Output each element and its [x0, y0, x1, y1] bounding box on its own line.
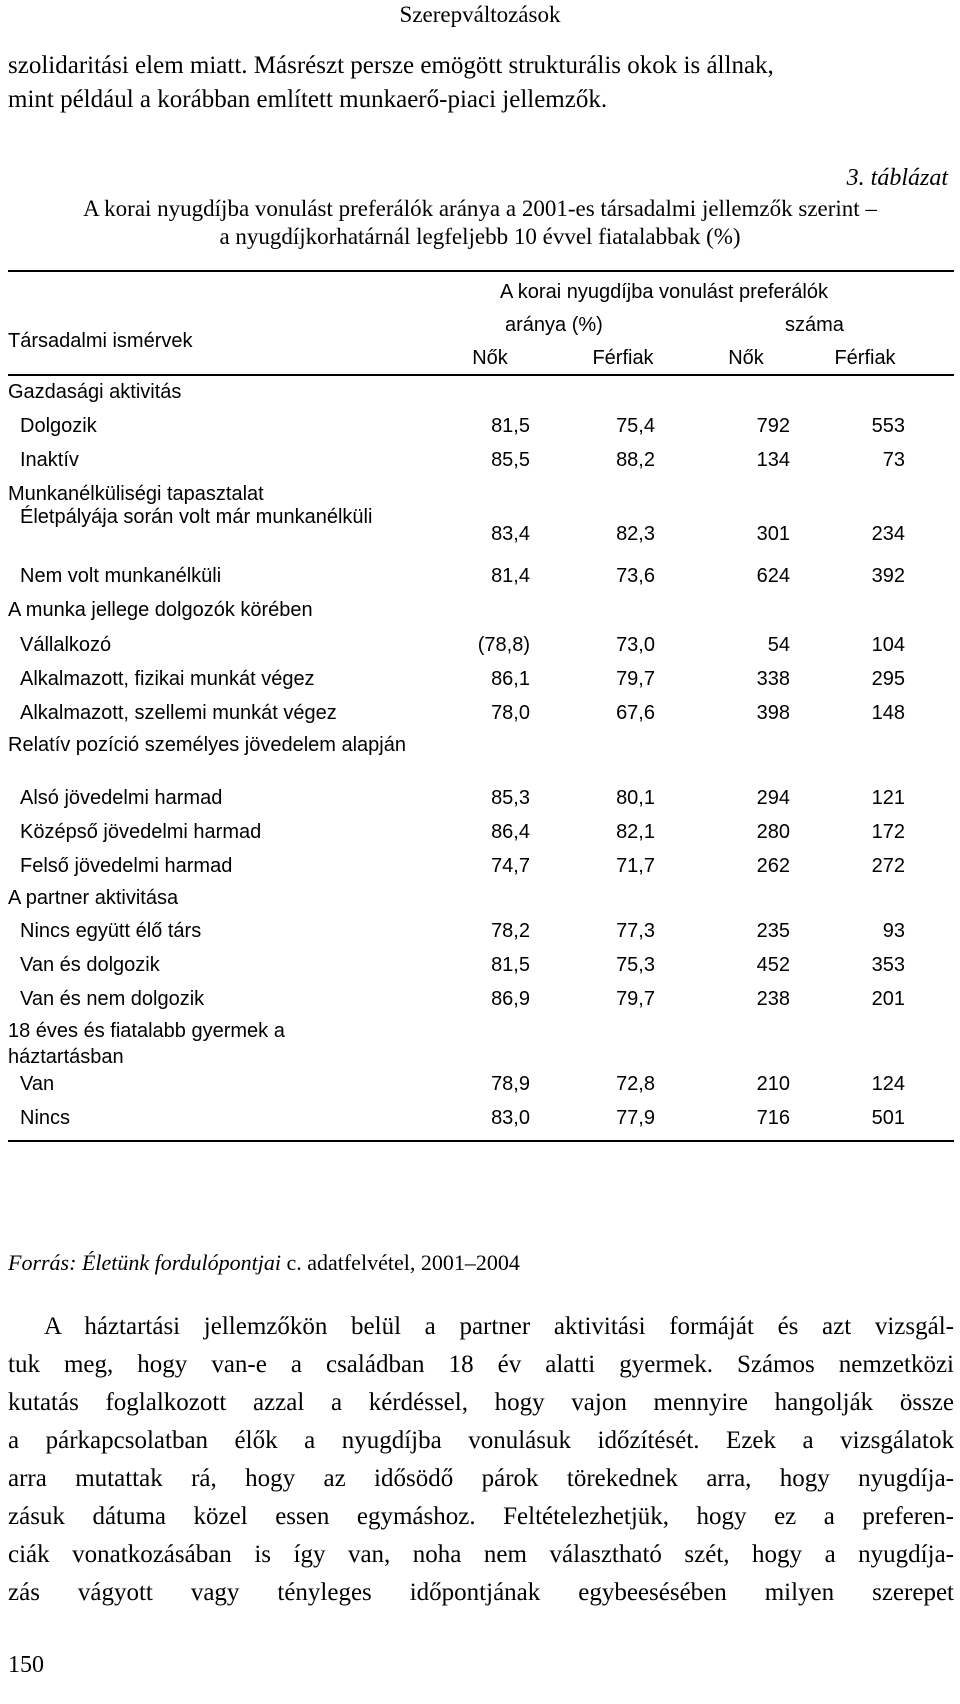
- row-label: Nem volt munkanélküli: [20, 565, 222, 587]
- value-ferfiak-arany: 73,0: [616, 634, 655, 656]
- value-nok-arany: 86,4: [491, 821, 530, 843]
- col-header-nok-szama: Nők: [728, 347, 764, 369]
- value-ferfiak-arany: 82,1: [616, 821, 655, 843]
- subheader-arany: aránya (%): [505, 314, 603, 336]
- row-label: Nincs: [20, 1107, 71, 1129]
- value-nok-arany: 81,5: [491, 954, 530, 976]
- value-ferfiak-szama: 201: [871, 988, 905, 1010]
- intro-line-1: szolidaritási elem miatt. Másrészt persze emögött strukturális okok is állnak,: [8, 52, 774, 79]
- value-ferfiak-arany: 82,3: [616, 523, 655, 545]
- col-header-nok-arany: Nők: [472, 347, 508, 369]
- value-ferfiak-szama: 234: [871, 523, 905, 545]
- value-nok-szama: 792: [756, 415, 790, 437]
- value-ferfiak-arany: 71,7: [616, 855, 655, 877]
- value-nok-arany: 85,5: [491, 449, 530, 471]
- row-label: Van és dolgozik: [20, 954, 160, 976]
- value-nok-arany: (78,8): [477, 634, 530, 656]
- value-ferfiak-arany: 88,2: [616, 449, 655, 471]
- value-nok-szama: 235: [756, 920, 790, 942]
- body-line-4: a párkapcsolatban élők a nyugdíjba vonulásuk időzítését. Ezek a vizsgálatok: [8, 1427, 954, 1454]
- value-ferfiak-szama: 392: [871, 565, 905, 587]
- table-caption-line-2: a nyugdíjkorhatárnál legfeljebb 10 évvel fiatalabbak (%): [219, 224, 741, 249]
- source-title: Életünk fordulópontjai: [81, 1250, 281, 1275]
- source-rest: c. adatfelvétel, 2001–2004: [286, 1250, 520, 1275]
- intro-line-2: mint például a korábban említett munkaerő-piaci jellemzők.: [8, 86, 608, 113]
- section-label: Gazdasági aktivitás: [8, 381, 182, 403]
- value-ferfiak-arany: 72,8: [616, 1073, 655, 1095]
- subheader-szama: száma: [785, 314, 844, 336]
- table-caption-line-1: A korai nyugdíjba vonulást preferálók aránya a 2001-es társadalmi jellemzők szerint –: [83, 196, 877, 221]
- table-top-rule: [8, 270, 954, 272]
- value-nok-szama: 294: [756, 787, 790, 809]
- value-nok-arany: 85,3: [491, 787, 530, 809]
- value-nok-szama: 452: [756, 954, 790, 976]
- value-ferfiak-arany: 67,6: [616, 702, 655, 724]
- row-label: Vállalkozó: [20, 634, 112, 656]
- value-nok-szama: 134: [756, 449, 790, 471]
- value-ferfiak-szama: 104: [871, 634, 905, 656]
- col-header-ferfiak-arany: Férfiak: [592, 347, 654, 369]
- value-ferfiak-szama: 501: [871, 1107, 905, 1129]
- body-line-5: arra mutattak rá, hogy az idősödő párok törekednek arra, hogy nyugdíja-: [8, 1465, 954, 1492]
- group-header: A korai nyugdíjba vonulást preferálók: [500, 281, 828, 303]
- value-nok-arany: 81,4: [491, 565, 530, 587]
- value-nok-szama: 262: [756, 855, 790, 877]
- value-nok-arany: 86,9: [491, 988, 530, 1010]
- value-ferfiak-arany: 75,3: [616, 954, 655, 976]
- value-ferfiak-arany: 75,4: [616, 415, 655, 437]
- value-ferfiak-szama: 148: [871, 702, 905, 724]
- body-line-2: tuk meg, hogy van-e a családban 18 év alatti gyermek. Számos nemzetközi: [8, 1351, 954, 1378]
- row-header: Társadalmi ismérvek: [8, 330, 193, 352]
- value-nok-szama: 716: [756, 1107, 790, 1129]
- value-nok-arany: 83,0: [491, 1107, 530, 1129]
- value-ferfiak-arany: 77,3: [616, 920, 655, 942]
- value-nok-arany: 74,7: [491, 855, 530, 877]
- body-paragraph: [8, 1308, 954, 1612]
- value-ferfiak-szama: 172: [871, 821, 905, 843]
- row-label: Alsó jövedelmi harmad: [20, 787, 223, 809]
- running-head: Szerepváltozások: [399, 2, 561, 27]
- body-line-3: kutatás foglalkozott azzal a kérdéssel, hogy vajon mennyire hangolják össze: [8, 1389, 954, 1416]
- source-note: [8, 1250, 520, 1276]
- row-label: Alkalmazott, szellemi munkát végez: [20, 702, 337, 724]
- row-label: Alkalmazott, fizikai munkát végez: [20, 668, 315, 690]
- value-ferfiak-arany: 80,1: [616, 787, 655, 809]
- section-label: A munka jellege dolgozók körében: [8, 599, 313, 621]
- value-nok-arany: 81,5: [491, 415, 530, 437]
- col-header-ferfiak-szama: Férfiak: [834, 347, 896, 369]
- value-ferfiak-szama: 121: [871, 787, 905, 809]
- value-ferfiak-szama: 93: [882, 920, 905, 942]
- row-label: Nincs együtt élő társ: [20, 920, 202, 942]
- row-label: Van és nem dolgozik: [20, 988, 205, 1010]
- row-label: Inaktív: [20, 449, 79, 471]
- value-nok-szama: 301: [756, 523, 790, 545]
- value-nok-arany: 86,1: [491, 668, 530, 690]
- value-nok-szama: 624: [756, 565, 790, 587]
- value-nok-szama: 210: [756, 1073, 790, 1095]
- table-number: 3. táblázat: [846, 165, 948, 191]
- row-label: Van: [20, 1073, 55, 1095]
- row-label: Középső jövedelmi harmad: [20, 821, 262, 843]
- value-ferfiak-arany: 79,7: [616, 988, 655, 1010]
- value-ferfiak-arany: 77,9: [616, 1107, 655, 1129]
- page-number: 150: [8, 1652, 44, 1678]
- value-nok-arany: 78,0: [491, 702, 530, 724]
- value-ferfiak-arany: 73,6: [616, 565, 655, 587]
- value-ferfiak-szama: 272: [871, 855, 905, 877]
- value-nok-szama: 338: [756, 668, 790, 690]
- value-nok-arany: 78,9: [491, 1073, 530, 1095]
- section-label: 18 éves és fiatalabb gyermek a háztartásban: [8, 1020, 285, 1068]
- value-nok-arany: 78,2: [491, 920, 530, 942]
- table-header-rule: [8, 374, 954, 376]
- value-ferfiak-szama: 353: [871, 954, 905, 976]
- section-label: A partner aktivitása: [8, 887, 179, 909]
- table-bottom-rule: [8, 1140, 954, 1142]
- value-ferfiak-arany: 79,7: [616, 668, 655, 690]
- body-line-8: zás vágyott vagy tényleges időpontjának egybeesésében milyen szerepet: [8, 1579, 954, 1606]
- section-label: Munkanélküliségi tapasztalat: [8, 483, 264, 505]
- section-label: Relatív pozíció személyes jövedelem alapján: [8, 734, 406, 756]
- value-nok-szama: 398: [756, 702, 790, 724]
- value-nok-szama: 238: [756, 988, 790, 1010]
- body-line-1: A háztartási jellemzőkön belül a partner aktivitási formáját és azt vizsgál-: [44, 1313, 954, 1340]
- body-line-6: zásuk dátuma közel essen egymáshoz. Feltételezhetjük, hogy ez a preferen-: [8, 1503, 954, 1530]
- row-label: Dolgozik: [20, 415, 97, 437]
- row-label: Életpályája során volt már munkanélküli: [20, 506, 373, 528]
- value-ferfiak-szama: 73: [882, 449, 905, 471]
- value-nok-szama: 280: [756, 821, 790, 843]
- row-label: Felső jövedelmi harmad: [20, 855, 233, 877]
- body-line-7: ciák vonatkozásában is így van, noha nem választható szét, hogy a nyugdíja-: [8, 1541, 954, 1568]
- value-ferfiak-szama: 295: [871, 668, 905, 690]
- value-ferfiak-szama: 553: [871, 415, 905, 437]
- value-nok-szama: 54: [767, 634, 790, 656]
- source-label: Forrás:: [8, 1250, 77, 1275]
- value-ferfiak-szama: 124: [871, 1073, 905, 1095]
- value-nok-arany: 83,4: [491, 523, 530, 545]
